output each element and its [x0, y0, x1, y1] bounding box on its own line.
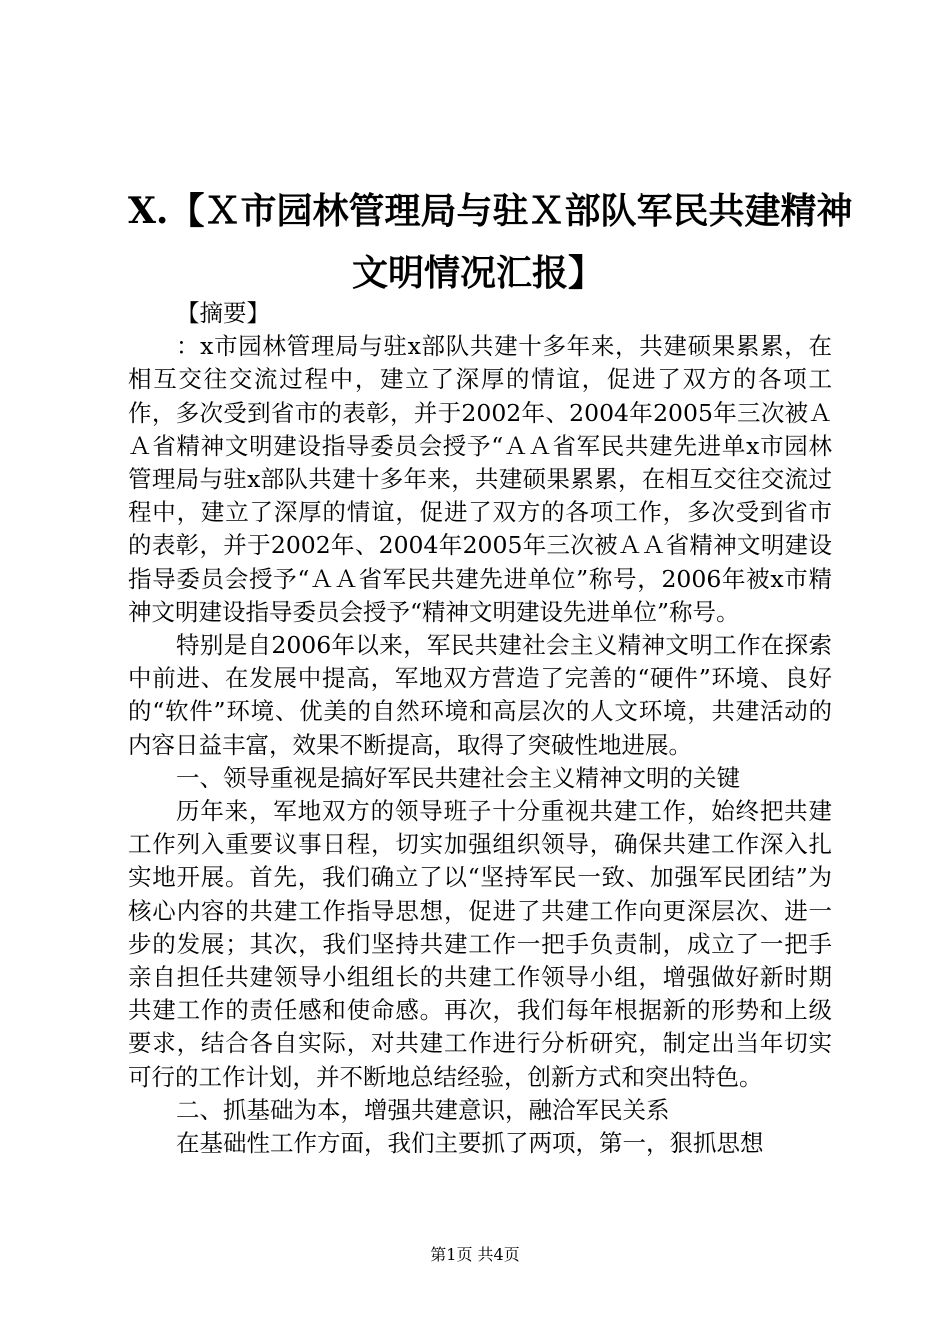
paragraph-section-2: 在基础性工作方面，我们主要抓了两项，第一，狠抓思想 — [176, 1129, 764, 1158]
paragraph-abstract: ：x市园林管理局与驻x部队共建十多年来，共建硕果累累，在相互交往交流过程中，建立了深厚的情谊，促进了双方的各项工作，多次受到省市的表彰，并于2002年、2004年2005年三次被ＡＡ省精神文明建设指导委员会授予“ＡＡ省军民共建先进单x市园林管理局与驻x部队共建十多年来，共建硕果累累，在相互交往交流过程中，建立了深厚的情谊，促进了双方的各项工作，多次受到省市的表彰，并于2002年、2004年2005年三次被ＡＡ省精神文明建设指导委员会授予“ＡＡ省军民共建先进单位”称号，2006年被x市精神文明建设指导委员会授予“精神文明建设先进单位”称号。 — [128, 332, 832, 626]
page-footer: 第1页 共4页 — [430, 1245, 520, 1264]
section-heading-1: 一、领导重视是搞好军民共建社会主义精神文明的关键 — [176, 763, 740, 792]
section-heading-2: 二、抓基础为本，增强共建意识，融洽军民关系 — [176, 1095, 670, 1124]
document-title — [128, 180, 853, 304]
title-line-1: X.【Ｘ市园林管理局与驻Ｘ部队军民共建精神 — [128, 190, 853, 232]
paragraph-section-1: 历年来，军地双方的领导班子十分重视共建工作，始终把共建工作列入重要议事日程，切实加强组织领导，确保共建工作深入扎实地开展。首先，我们确立了以“坚持军民一致、加强军民团结”为核心内容的共建工作指导思想，促进了共建工作向更深层次、进一步的发展；其次，我们坚持共建工作一把手负责制，成立了一把手亲自担任共建领导小组组长的共建工作领导小组，增强做好新时期共建工作的责任感和使命感。再次，我们每年根据新的形势和上级要求，结合各自实际，对共建工作进行分析研究，制定出当年切实可行的工作计划，并不断地总结经验，创新方式和突出特色。 — [128, 797, 832, 1091]
title-line-2: 文明情况汇报】 — [351, 252, 604, 294]
abstract-label: 【摘要】 — [176, 299, 270, 327]
paragraph-intro: 特别是自2006年以来，军民共建社会主义精神文明工作在探索中前进、在发展中提高，军地双方营造了完善的“硬件”环境、良好的“软件”环境、优美的自然环境和高层次的人文环境，共建活动的内容日益丰富，效果不断提高，取得了突破性地进展。 — [128, 631, 832, 759]
document-body — [128, 297, 832, 1160]
